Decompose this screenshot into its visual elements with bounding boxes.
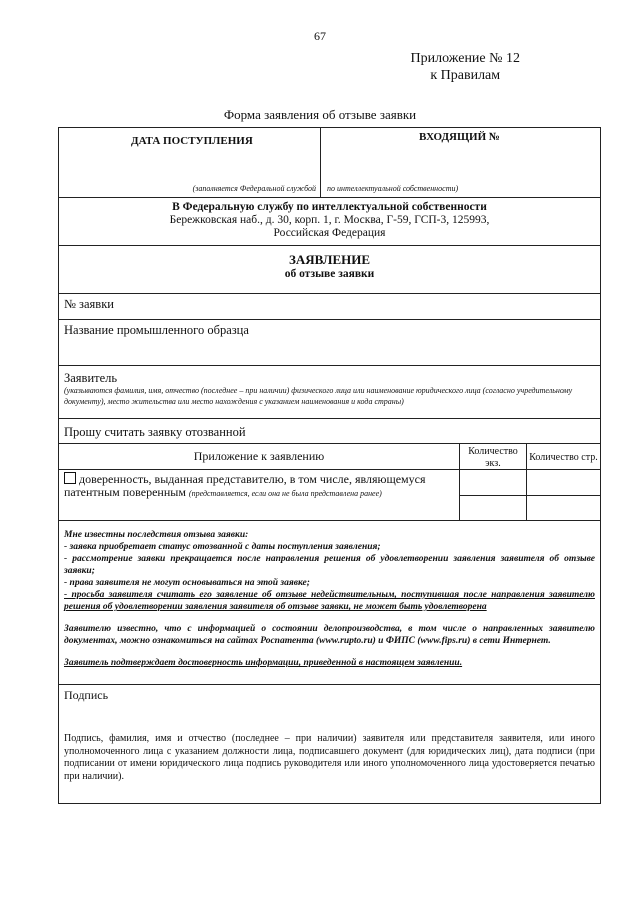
dates-row (59, 128, 600, 198)
notice-confirm: Заявитель подтверждает достоверность информации, приведенной в настоящем заявлении. (64, 658, 463, 668)
notice-item-3: - права заявителя не могут основываться на этой заявке; (64, 578, 310, 588)
attachment-item-text: доверенность, выданная представителю, в том числе, являющемуся патентным поверенным (64, 472, 426, 499)
notice-item-2: - рассмотрение заявки прекращается после направления решения об удовлетворении заявления заявителя об отзыве заявки; (64, 554, 595, 576)
notice-intro: Мне известны последствия отзыва заявки: (64, 530, 249, 540)
received-date-label: ДАТА ПОСТУПЛЕНИЯ (131, 135, 253, 147)
appendix-line-2: к Правилам (430, 68, 501, 83)
attachment-item-note: (представляется, если она не была представлена ранее) (188, 489, 382, 498)
power-of-attorney-checkbox[interactable] (64, 472, 76, 484)
recipient-address (59, 198, 600, 246)
notice-block (64, 529, 595, 613)
pages-count-header: Количество стр. (527, 444, 600, 470)
attachments-main-column (59, 444, 460, 520)
document-heading (59, 246, 600, 294)
incoming-number-label: ВХОДЯЩИЙ № (419, 131, 500, 143)
design-name-field[interactable] (59, 320, 600, 366)
attachments-table (59, 444, 600, 521)
address-line-2: Бережковская наб., д. 30, корп. 1, г. Москва, Г-59, ГСП-3, 125993, (169, 214, 490, 226)
received-note: (заполняется Федеральной службой (192, 184, 316, 193)
signature-field[interactable] (59, 685, 600, 803)
pages-count-column (527, 444, 600, 520)
appendix-reference (411, 50, 521, 84)
copies-count-cell[interactable] (460, 470, 526, 496)
recipient-name: В Федеральную службу по интеллектуальной собственности (172, 201, 487, 213)
copies-count-header: Количество экз. (460, 444, 526, 470)
signature-description: Подпись, фамилия, имя и отчество (последнее – при наличии) заявителя или представителя заявителя, или иного уполномоченного лица с указанием должности лица, подписавшего документ (для юридических лиц), дата подписи (при подписании от имени юридического лица подпись руководителя или иного уполномоченного лица удостоверяется печатью при наличии). (64, 733, 595, 782)
heading-title: ЗАЯВЛЕНИЕ (288, 252, 371, 267)
heading-subtitle: об отзыве заявки (284, 268, 375, 280)
applicant-note: (указываются фамилия, имя, отчество (последнее – при наличии) физического лица или наименование юридического лица (согласно учредительному документу), место жительства или место нахождения с указанием наименования и кода страны) (64, 386, 573, 406)
design-name-label: Название промышленного образца (64, 323, 249, 337)
notice-item-4: - просьба заявителя считать его заявление об отзыве недействительным, поступившая после направления заявителю решения об удовлетворении заявления заявителя об отзыве заявки, не может быть удовлетворена (64, 590, 595, 612)
pages-count-cell[interactable] (527, 470, 600, 496)
address-line-3: Российская Федерация (273, 227, 386, 239)
consequences-notice (59, 521, 600, 685)
withdrawal-request (59, 419, 600, 444)
incoming-number-field[interactable] (321, 128, 600, 197)
withdrawal-request-text: Прошу считать заявку отозванной (64, 425, 246, 439)
applicant-field[interactable] (59, 366, 600, 419)
attachments-header: Приложение к заявлению (59, 444, 459, 470)
attachment-item-power-of-attorney (59, 470, 459, 502)
application-number-label: № заявки (64, 297, 114, 311)
page-number: 67 (314, 29, 326, 43)
applicant-label: Заявитель (64, 371, 118, 385)
application-number-field[interactable] (59, 294, 600, 320)
appendix-line-1: Приложение № 12 (410, 51, 520, 66)
incoming-note: по интеллектуальной собственности) (327, 184, 459, 193)
signature-label: Подпись (64, 688, 109, 702)
form-title: Форма заявления об отзыве заявки (223, 107, 417, 122)
received-date-field[interactable] (59, 128, 321, 197)
copies-count-column (460, 444, 527, 520)
notice-item-1: - заявка приобретает статус отозванной с даты поступления заявления; (64, 542, 381, 552)
application-form (58, 127, 601, 804)
notice-info: Заявителю известно, что с информацией о состоянии делопроизводства, в том числе о направленных заявителю документах, можно ознакомиться на сайтах Роспатента (www.rupto.ru) и ФИПС (www.fips.ru) в сети Интернет. (64, 624, 595, 646)
